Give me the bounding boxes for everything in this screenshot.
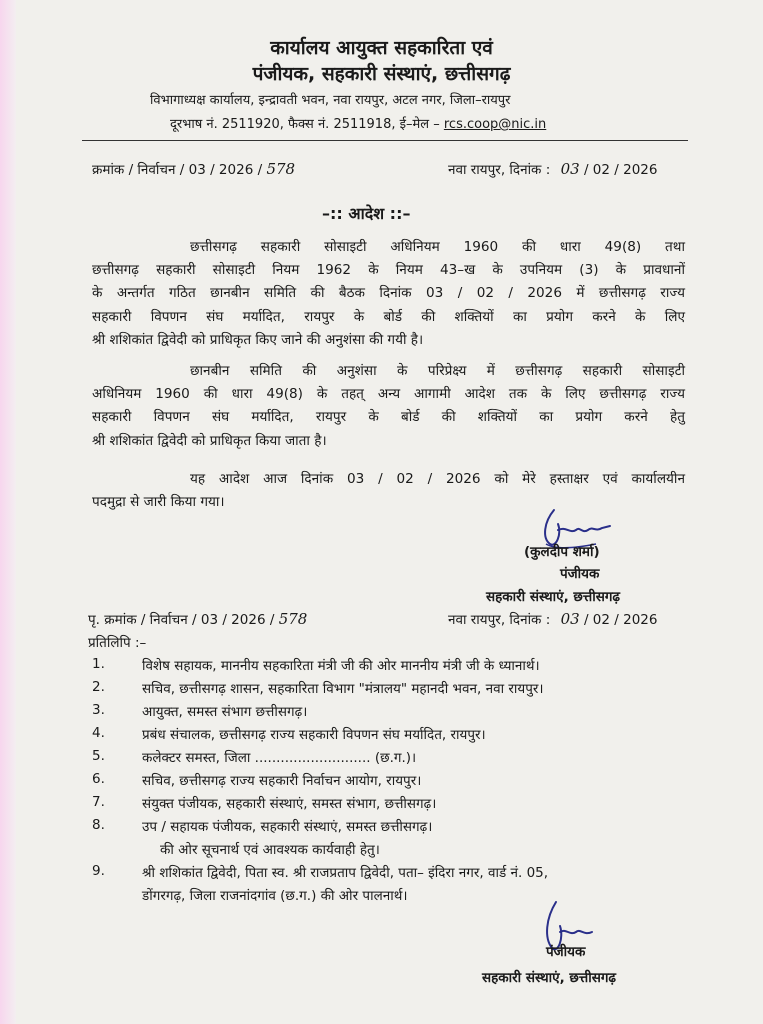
copy-item-text: श्री शशिकांत द्विवेदी, पिता स्व. श्री राजप्रताप द्विवेदी, पता– इंदिरा नगर, वार्ड नं. 05, [142, 865, 549, 881]
contact-phone-fax: दूरभाष नं. 2511920, फैक्स नं. 2511918, ई–मेल – [170, 117, 440, 132]
reference-prefix: पृ. क्रमांक / निर्वाचन / 03 / 2026 / [88, 612, 275, 628]
copy-item-text: उप / सहायक पंजीयक, सहकारी संस्थाएं, समस्त छत्तीसगढ़। [142, 819, 433, 835]
copy-item-number: 8. [92, 817, 105, 833]
copy-item-text-continued: डोंगरगढ़, जिला राजनांदगांव (छ.ग.) की ओर पालनार्थ। [142, 888, 408, 904]
copy-item-number: 9. [92, 863, 105, 879]
date-prefix: नवा रायपुर, दिनांक : [448, 162, 551, 178]
reference-number [92, 160, 295, 178]
office-contact [170, 114, 546, 132]
copy-item-number: 3. [92, 702, 105, 718]
copy-item-text: आयुक्त, समस्त संभाग छत्तीसगढ़। [142, 704, 308, 720]
copy-item-number: 4. [92, 725, 105, 741]
reference-prefix: क्रमांक / निर्वाचन / 03 / 2026 / [92, 162, 263, 178]
copy-item-text: प्रबंध संचालक, छत्तीसगढ़ राज्य सहकारी विपणन संघ मर्यादित, रायपुर। [142, 727, 486, 743]
office-address: विभागाध्यक्ष कार्यालय, इन्द्रावती भवन, नवा रायपुर, अटल नगर, जिला–रायपुर [150, 93, 511, 108]
paragraph-line: अधिनियम 1960 की धारा 49(8) के तहत् अन्य आगामी आदेश तक के लिए छत्तीसगढ़ राज्य [92, 386, 685, 403]
office-subtitle: पंजीयक, सहकारी संस्थाएं, छत्तीसगढ़ [252, 63, 511, 85]
reference-handwritten-number: 578 [266, 160, 296, 178]
date-suffix: / 02 / 2026 [583, 162, 658, 178]
paragraph-line: के अन्तर्गत गठित छानबीन समिति की बैठक दिनांक 03 / 02 / 2026 में छत्तीसगढ़ राज्य [92, 285, 685, 302]
date-suffix: / 02 / 2026 [583, 612, 658, 628]
copy-item-number: 2. [92, 679, 105, 695]
paragraph-line: छत्तीसगढ़ सहकारी सोसाइटी नियम 1962 के नियम 43–ख के उपनियम (3) के प्रावधानों [92, 262, 685, 279]
order-title: –:: आदेश ::– [322, 204, 411, 223]
paragraph-line: छत्तीसगढ़ सहकारी सोसाइटी अधिनियम 1960 की धारा 49(8) तथा [190, 239, 685, 255]
signatory-name: (कुलदीप शर्मा) [524, 544, 600, 560]
paragraph-line: श्री शशिकांत द्विवेदी को प्राधिकृत किए जाने की अनुशंसा की गयी है। [92, 331, 424, 348]
copy-item-number: 6. [92, 771, 105, 787]
copy-item-number: 5. [92, 748, 105, 764]
header-divider [82, 140, 688, 141]
signatory-designation: पंजीयक [560, 566, 600, 582]
paragraph-line: श्री शशिकांत द्विवेदी को प्राधिकृत किया जाता है। [92, 432, 327, 449]
copy-item-text: विशेष सहायक, माननीय सहकारिता मंत्री जी की ओर माननीय मंत्री जी के ध्यानार्थ। [142, 658, 540, 674]
date-handwritten-day: 03 [560, 160, 580, 178]
copy-to-label: प्रतिलिपि :– [88, 635, 147, 651]
copy-note: की ओर सूचनार्थ एवं आवश्यक कार्यवाही हेतु। [160, 842, 380, 858]
copy-item-text: सचिव, छत्तीसगढ़ राज्य सहकारी निर्वाचन आयोग, रायपुर। [142, 773, 422, 789]
copy-item-number: 1. [92, 656, 105, 672]
contact-email: rcs.coop@nic.in [443, 117, 547, 132]
signatory-organization: सहकारी संस्थाएं, छत्तीसगढ़ [482, 970, 617, 986]
paragraph-line: यह आदेश आज दिनांक 03 / 02 / 2026 को मेरे हस्ताक्षर एवं कार्यालयीन [190, 471, 685, 487]
copy-item-text: संयुक्त पंजीयक, सहकारी संस्थाएं, समस्त संभाग, छत्तीसगढ़। [142, 796, 437, 812]
date-prefix: नवा रायपुर, दिनांक : [448, 612, 551, 628]
copy-item-text: सचिव, छत्तीसगढ़ शासन, सहकारिता विभाग "मंत्रालय" महानदी भवन, नवा रायपुर। [142, 681, 544, 697]
order-date [448, 160, 657, 178]
paragraph-line: सहकारी विपणन संघ मर्यादित, रायपुर के बोर्ड की शक्तियों का प्रयोग करने हेतु [92, 409, 685, 426]
copy-item-text: कलेक्टर समस्त, जिला ........................... (छ.ग.)। [142, 750, 417, 766]
endorsement-reference-number [88, 610, 307, 628]
paragraph-line: सहकारी विपणन संघ मर्यादित, रायपुर के बोर्ड की शक्तियों का प्रयोग करने के लिए [92, 308, 685, 325]
reference-handwritten-number: 578 [278, 610, 308, 628]
paragraph-line: पदमुद्रा से जारी किया गया। [92, 494, 225, 511]
signatory-organization: सहकारी संस्थाएं, छत्तीसगढ़ [486, 589, 621, 605]
order-paragraph-2 [92, 360, 685, 453]
copy-item-number: 7. [92, 794, 105, 810]
order-paragraph-1 [92, 236, 685, 352]
office-title: कार्यालय आयुक्त सहकारिता एवं [270, 37, 493, 59]
date-handwritten-day: 03 [560, 610, 580, 628]
endorsement-date [448, 610, 657, 628]
page-edge-tint [0, 0, 16, 1024]
paragraph-line: छानबीन समिति की अनुशंसा के परिप्रेक्ष्य में छत्तीसगढ़ सहकारी सोसाइटी [190, 363, 685, 379]
signatory-designation: पंजीयक [546, 944, 586, 960]
